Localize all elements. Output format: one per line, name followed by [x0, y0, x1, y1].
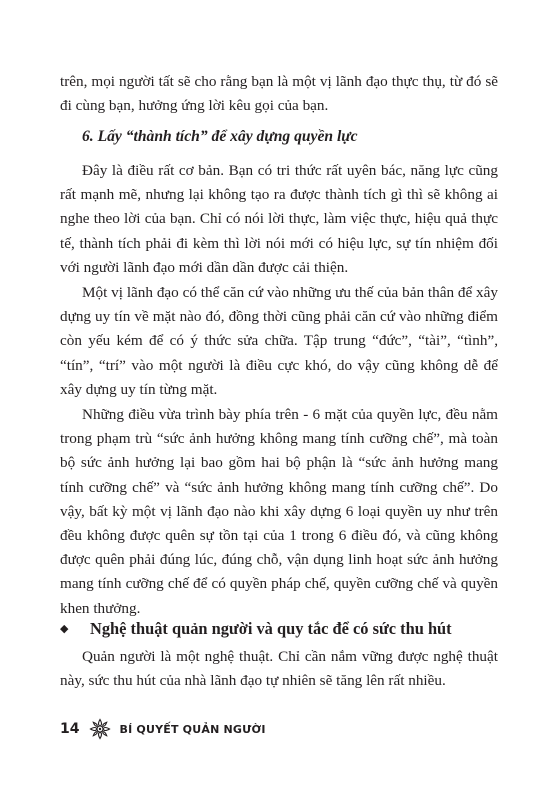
paragraph-block-3 — [60, 403, 498, 621]
body-paragraph: Những điều vừa trình bày phía trên - 6 mặt của quyền lực, đều nằm trong phạm trù “sức ảnh hưởng không mang tính cưỡng chế”, mà toàn bộ sức ảnh hưởng lại bao gồm hai bộ phận là “sức ảnh hưởng mang tính cưỡng chế” và “sức ảnh hưởng không mang tính cưỡng chế”. Do vậy, bất kỳ một vị lãnh đạo nào khi xây dựng 6 loại quyền uy như trên đều không được quên sự tồn tại của 1 trong 6 điều đó, và cũng không được quên phải đúng lúc, đúng chỗ, vận dụng linh hoạt sức ảnh hưởng mang tính cưỡng chế để có quyền pháp chế, quyền cưỡng chế và quyền khen thưởng. — [60, 406, 498, 617]
section-heading — [60, 619, 500, 639]
intro-paragraph: trên, mọi người tất sẽ cho rằng bạn là một vị lãnh đạo thực thụ, từ đó sẽ đi cùng bạn, hưởng ứng lời kêu gọi của bạn. — [60, 73, 498, 115]
section-heading-text: Nghệ thuật quản người và quy tắc để có sức thu hút — [90, 619, 452, 638]
diamond-bullet-icon: ◆ — [60, 623, 69, 635]
paragraph-block-1 — [60, 159, 498, 280]
body-paragraph: Một vị lãnh đạo có thể căn cứ vào những ưu thế của bản thân để xây dựng uy tín về mặt nào đó, đồng thời cũng phải căn cứ vào những điểm còn yếu kém để có ý thức sửa chữa. Tập trung “đức”, “tài”, “tình”, “tín”, “trí” vào một người là điều cực khó, do vậy cũng không dễ để xây dựng uy tín từng mặt. — [60, 284, 498, 398]
book-title: BÍ QUYẾT QUẢN NGƯỜI — [119, 722, 266, 736]
closing-paragraph-block — [60, 645, 498, 693]
subheading-6: 6. Lấy “thành tích” để xây dựng quyền lực — [82, 128, 358, 145]
lotus-ornament-icon — [89, 718, 111, 740]
body-paragraph: Đây là điều rất cơ bản. Bạn có tri thức rất uyên bác, năng lực cũng rất mạnh mẽ, nhưng lại không tạo ra được thành tích gì thì sẽ không ai nghe theo lời của bạn. Chỉ có nói lời thực, làm việc thực, hiệu quả thực tế, thành tích phải đi kèm thì lời nói mới có hiệu lực, sự tín nhiệm đối với người lãnh đạo mới dần dần được cải thiện. — [60, 162, 498, 276]
page-number: 14 — [60, 721, 80, 737]
page-footer — [60, 717, 266, 741]
paragraph-block-2 — [60, 281, 498, 402]
closing-paragraph: Quản người là một nghệ thuật. Chỉ cần nắm vững được nghệ thuật này, sức thu hút của nhà lãnh đạo tự nhiên sẽ tăng lên rất nhiều. — [60, 648, 498, 690]
intro-paragraph-block — [60, 70, 498, 118]
